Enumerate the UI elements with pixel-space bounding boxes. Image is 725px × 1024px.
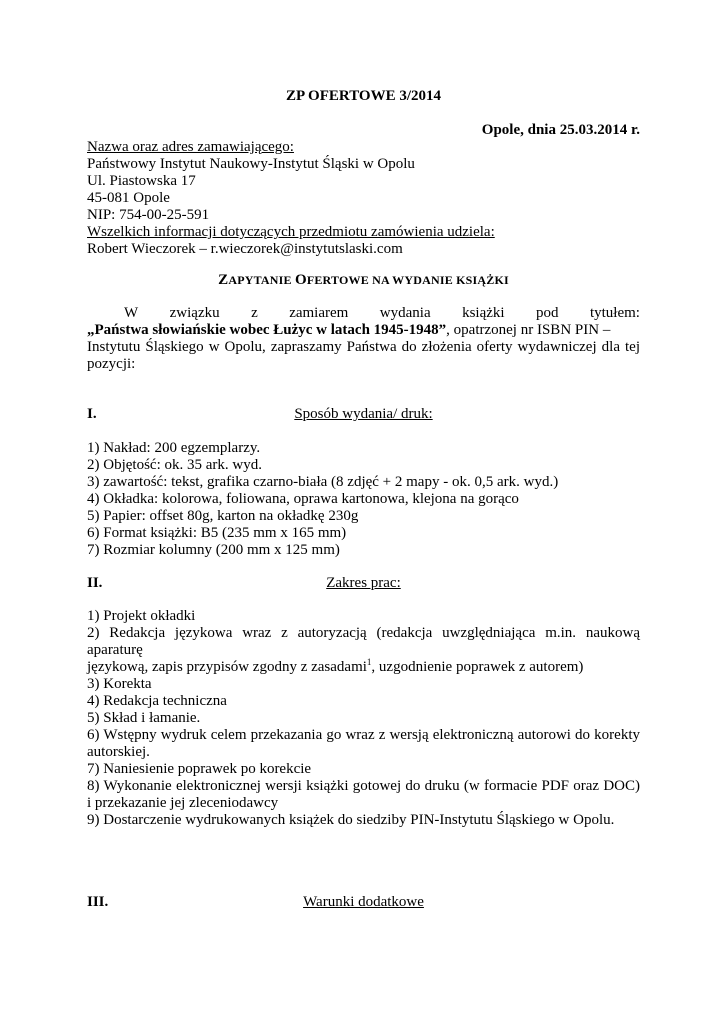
list-item: 8) Wykonanie elektronicznej wersji książki gotowej do druku (w formacie PDF oraz DOC) — [87, 778, 640, 794]
book-title: „Państwa słowiańskie wobec Łużyc w latach 1945-1948” — [87, 322, 447, 338]
list-item: 5) Skład i łamanie. — [87, 710, 201, 726]
footnote-marker: 1 — [366, 657, 372, 667]
intro-word: W — [124, 305, 139, 321]
contact-person: Robert Wieczorek – r.wieczorek@instytutslaski.com — [87, 241, 403, 257]
intro-line-2 — [87, 322, 640, 339]
list-item-text: językową, zapis przypisów zgodny z zasadami — [87, 659, 367, 675]
section-3-heading — [87, 894, 640, 911]
list-item: 9) Dostarczenie wydrukowanych książek do siedziby PIN-Instytutu Śląskiego w Opolu. — [87, 812, 615, 828]
section-2-title: Zakres prac: — [326, 575, 401, 591]
subtitle-initial-z: Z — [218, 272, 229, 288]
list-item-continued: i przekazanie jej zleceniodawcy — [87, 795, 279, 811]
intro-word: wydania — [379, 305, 431, 321]
list-item: 3) Korekta — [87, 676, 152, 692]
intro-paragraph — [87, 305, 640, 373]
section-1-list — [87, 440, 640, 559]
list-item-continued — [87, 659, 640, 676]
intro-word: z — [251, 305, 258, 321]
section-1-number: I. — [87, 406, 97, 422]
intro-word: zamiarem — [289, 305, 349, 321]
section-3-title: Warunki dodatkowe — [303, 894, 424, 910]
list-item: 1) Projekt okładki — [87, 608, 196, 624]
list-item: 3) zawartość: tekst, grafika czarno-biała (8 zdjęć + 2 mapy - ok. 0,5 ark. wyd.) — [87, 474, 559, 490]
list-item: 2) Objętość: ok. 35 ark. wyd. — [87, 457, 262, 473]
intro-line-3: Instytutu Śląskiego w Opolu, zapraszamy Państwa do złożenia oferty wydawniczej dla tej — [87, 339, 640, 355]
orderer-name: Państwowy Instytut Naukowy-Instytut Śląski w Opolu — [87, 156, 415, 172]
document-title: ZP OFERTOWE 3/2014 — [285, 88, 442, 104]
list-item: 6) Wstępny wydruk celem przekazania go wraz z wersją elektroniczną autorowi do korekty — [87, 727, 640, 743]
intro-line-2-rest: , opatrzonej nr ISBN PIN – — [446, 322, 611, 338]
intro-word: tytułem: — [589, 305, 640, 321]
list-item-continued: autorskiej. — [87, 744, 150, 760]
list-item: 7) Naniesienie poprawek po korekcie — [87, 761, 312, 777]
orderer-label: Nazwa oraz adres zamawiającego: — [87, 139, 294, 155]
section-2-number: II. — [87, 575, 103, 591]
intro-word: książki — [462, 305, 505, 321]
intro-word: pod — [536, 305, 559, 321]
section-1-heading — [87, 406, 640, 423]
section-3-number: III. — [87, 894, 109, 910]
list-item: 4) Redakcja techniczna — [87, 693, 227, 709]
orderer-street: Ul. Piastowska 17 — [87, 173, 196, 189]
intro-line-4: pozycji: — [87, 356, 136, 372]
section-2-list — [87, 608, 640, 829]
list-item: 7) Rozmiar kolumny (200 mm x 125 mm) — [87, 542, 340, 558]
orderer-city: 45-081 Opole — [87, 190, 170, 206]
document-date: Opole, dnia 25.03.2014 r. — [481, 122, 640, 138]
orderer-block — [87, 139, 640, 258]
list-item: 4) Okładka: kolorowa, foliowana, oprawa kartonowa, klejona na gorąco — [87, 491, 519, 507]
orderer-nip: NIP: 754-00-25-591 — [87, 207, 210, 223]
list-item: 5) Papier: offset 80g, karton na okładkę 230g — [87, 508, 359, 524]
subtitle-initial-o: O — [294, 272, 307, 288]
intro-word: związku — [169, 305, 220, 321]
section-1-title: Sposób wydania/ druk: — [294, 406, 433, 422]
contact-label: Wszelkich informacji dotyczących przedmiotu zamówienia udziela: — [87, 224, 495, 240]
section-2-heading — [87, 575, 640, 592]
intro-line-1 — [87, 305, 640, 322]
list-item-text: , uzgodnienie poprawek z autorem) — [371, 659, 584, 675]
list-item: 1) Nakład: 200 egzemplarzy. — [87, 440, 261, 456]
subtitle-part-1: APYTANIE — [228, 273, 295, 287]
list-item: 2) Redakcja językowa wraz z autoryzacją (redakcja uwzględniająca m.in. naukową aparaturę — [87, 625, 640, 658]
subtitle-part-2: FERTOWE NA WYDANIE KSIĄŻKI — [306, 273, 509, 287]
document-subtitle — [87, 272, 640, 289]
list-item: 6) Format książki: B5 (235 mm x 165 mm) — [87, 525, 347, 541]
